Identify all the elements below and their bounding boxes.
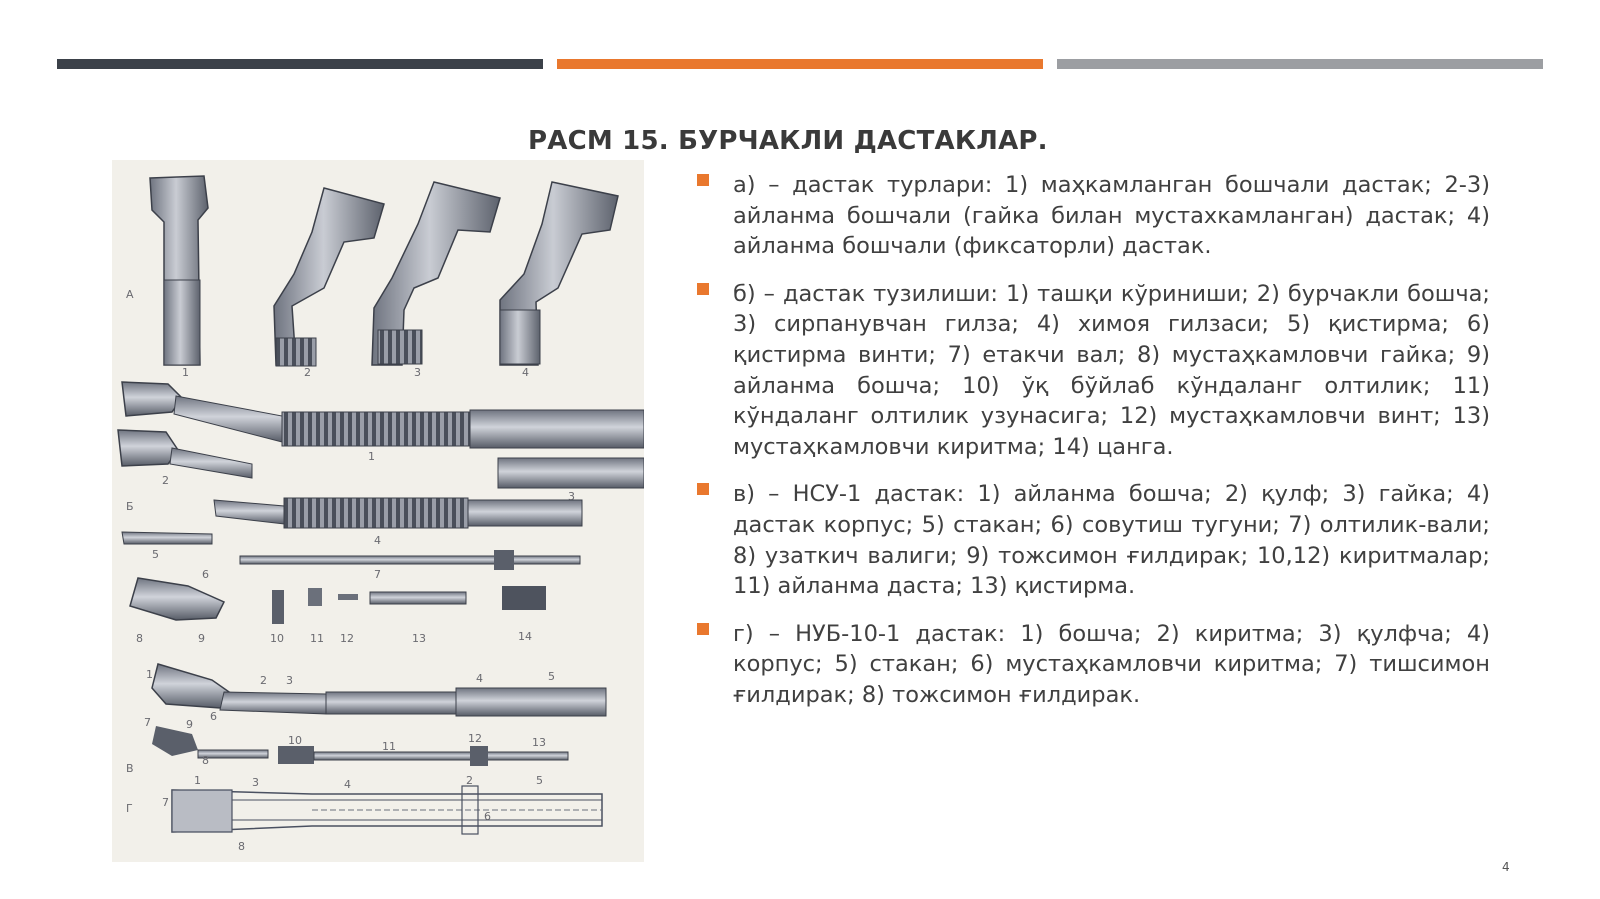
description-list — [697, 170, 1490, 728]
number-v-9: 9 — [186, 718, 193, 731]
list-item-text: г) – НУБ-10-1 дастак: 1) бошча; 2) киритма; 3) қулфча; 4) корпус; 5) стакан; 6) мустаҳкамловчи киритма; 7) тишсимон ғилдирак; 8) тожсимон ғилдирак. — [733, 620, 1490, 708]
handpiece-drawing — [112, 160, 644, 862]
number-a-3: 3 — [414, 366, 421, 379]
bullet-square-icon — [697, 283, 709, 295]
number-b-5: 5 — [152, 548, 159, 561]
number-v-6: 6 — [210, 710, 217, 723]
number-v-3: 3 — [286, 674, 293, 687]
list-item — [697, 279, 1490, 463]
collet-b14 — [502, 586, 546, 610]
row-label-g: Г — [126, 802, 133, 815]
number-v-10: 10 — [288, 734, 302, 747]
list-item-text: в) – НСУ-1 дастак: 1) айланма бошча; 2) қулф; 3) гайка; 4) дастак корпус; 5) стакан; 6) совутиш тугуни; 7) олтилик-вали; 8) узаткич валиги; 9) тожсимон ғилдирак; 10,12) киритмалар; 11) айланма даста; 13) қистирма. — [733, 481, 1490, 600]
sleeve-b3 — [498, 458, 644, 488]
number-v-11: 11 — [382, 740, 396, 753]
bullet-square-icon — [697, 483, 709, 495]
number-g-1: 1 — [194, 774, 201, 787]
number-v-7: 7 — [144, 716, 151, 729]
nut-b7 — [494, 550, 514, 570]
list-item-text: а) – дастак турлари: 1) маҳкамланган бошчали дастак; 2-3) айланма бошчали (гайка билан мустахкамланган) дастак; 4) айланма бошчали (фиксаторли) дастак. — [733, 172, 1490, 260]
list-item — [697, 479, 1490, 601]
bullet-square-icon — [697, 623, 709, 635]
list-item-text: б) – дастак тузилиши: 1) ташқи кўриниши; 2) бурчакли бошча; 3) сирпанувчан гилза; 4) химоя гилзаси; 5) қистирма; 6) қистирма винти; 7) етакчи вал; 8) мустаҳкамловчи гайка; 9) айланма бошча; 10) ўқ бўйлаб кўндаланг олтилик; 11) кўндаланг олтилик узунасига; 12) мустаҳкамловчи винт; 13) мустаҳкамловчи киритма; 14) цанга. — [733, 280, 1490, 460]
handpiece-g-section — [172, 786, 602, 834]
number-g-6: 6 — [484, 810, 491, 823]
handpiece-a2 — [274, 188, 384, 366]
part-b5 — [122, 532, 212, 544]
bullet-square-icon — [697, 174, 709, 186]
slide-title: РАСМ 15. БУРЧАКЛИ ДАСТАКЛАР. — [528, 126, 1048, 156]
number-g-4: 4 — [344, 778, 351, 791]
shaft-b7 — [240, 556, 580, 564]
handpiece-a4 — [500, 182, 618, 365]
number-b-11: 11 — [310, 632, 324, 645]
part-b12 — [338, 594, 358, 600]
header-bar-accent — [557, 59, 1043, 69]
number-v-8: 8 — [202, 754, 209, 767]
row-label-v: В — [126, 762, 134, 775]
number-a-4: 4 — [522, 366, 529, 379]
number-a-2: 2 — [304, 366, 311, 379]
row-label-a: А — [126, 288, 134, 301]
header-bar-dark — [57, 59, 543, 69]
page-number: 4 — [1502, 860, 1510, 874]
number-v-1: 1 — [146, 668, 153, 681]
handpiece-v-exploded — [152, 726, 568, 766]
number-b-10: 10 — [270, 632, 284, 645]
number-b-12: 12 — [340, 632, 354, 645]
number-g-8: 8 — [238, 840, 245, 853]
handpiece-b1 — [122, 382, 644, 448]
number-b-7: 7 — [374, 568, 381, 581]
number-g-7: 7 — [162, 796, 169, 809]
number-b-4: 4 — [374, 534, 381, 547]
list-item — [697, 170, 1490, 262]
insert-b13 — [370, 592, 466, 604]
number-b-8: 8 — [136, 632, 143, 645]
screw-b10 — [272, 590, 284, 624]
number-b-14: 14 — [518, 630, 532, 643]
handpiece-b2 — [118, 430, 252, 478]
number-b-1: 1 — [368, 450, 375, 463]
number-v-12: 12 — [468, 732, 482, 745]
number-b-6: 6 — [202, 568, 209, 581]
number-v-13: 13 — [532, 736, 546, 749]
handpiece-v — [152, 664, 606, 716]
head-b9 — [130, 578, 224, 620]
number-b-9: 9 — [198, 632, 205, 645]
number-v-2: 2 — [260, 674, 267, 687]
number-a-1: 1 — [182, 366, 189, 379]
number-g-3: 3 — [252, 776, 259, 789]
number-b-2: 2 — [162, 474, 169, 487]
number-v-5: 5 — [548, 670, 555, 683]
number-g-5: 5 — [536, 774, 543, 787]
number-b-13: 13 — [412, 632, 426, 645]
handpiece-a1 — [150, 176, 208, 365]
handpiece-b4 — [214, 498, 582, 528]
row-label-b: Б — [126, 500, 134, 513]
number-v-4: 4 — [476, 672, 483, 685]
handpiece-a3 — [372, 182, 500, 365]
number-b-3: 3 — [568, 490, 575, 503]
part-b11 — [308, 588, 322, 606]
list-item — [697, 619, 1490, 711]
handpiece-illustration — [112, 160, 644, 862]
header-bar-gray — [1057, 59, 1543, 69]
number-g-2: 2 — [466, 774, 473, 787]
